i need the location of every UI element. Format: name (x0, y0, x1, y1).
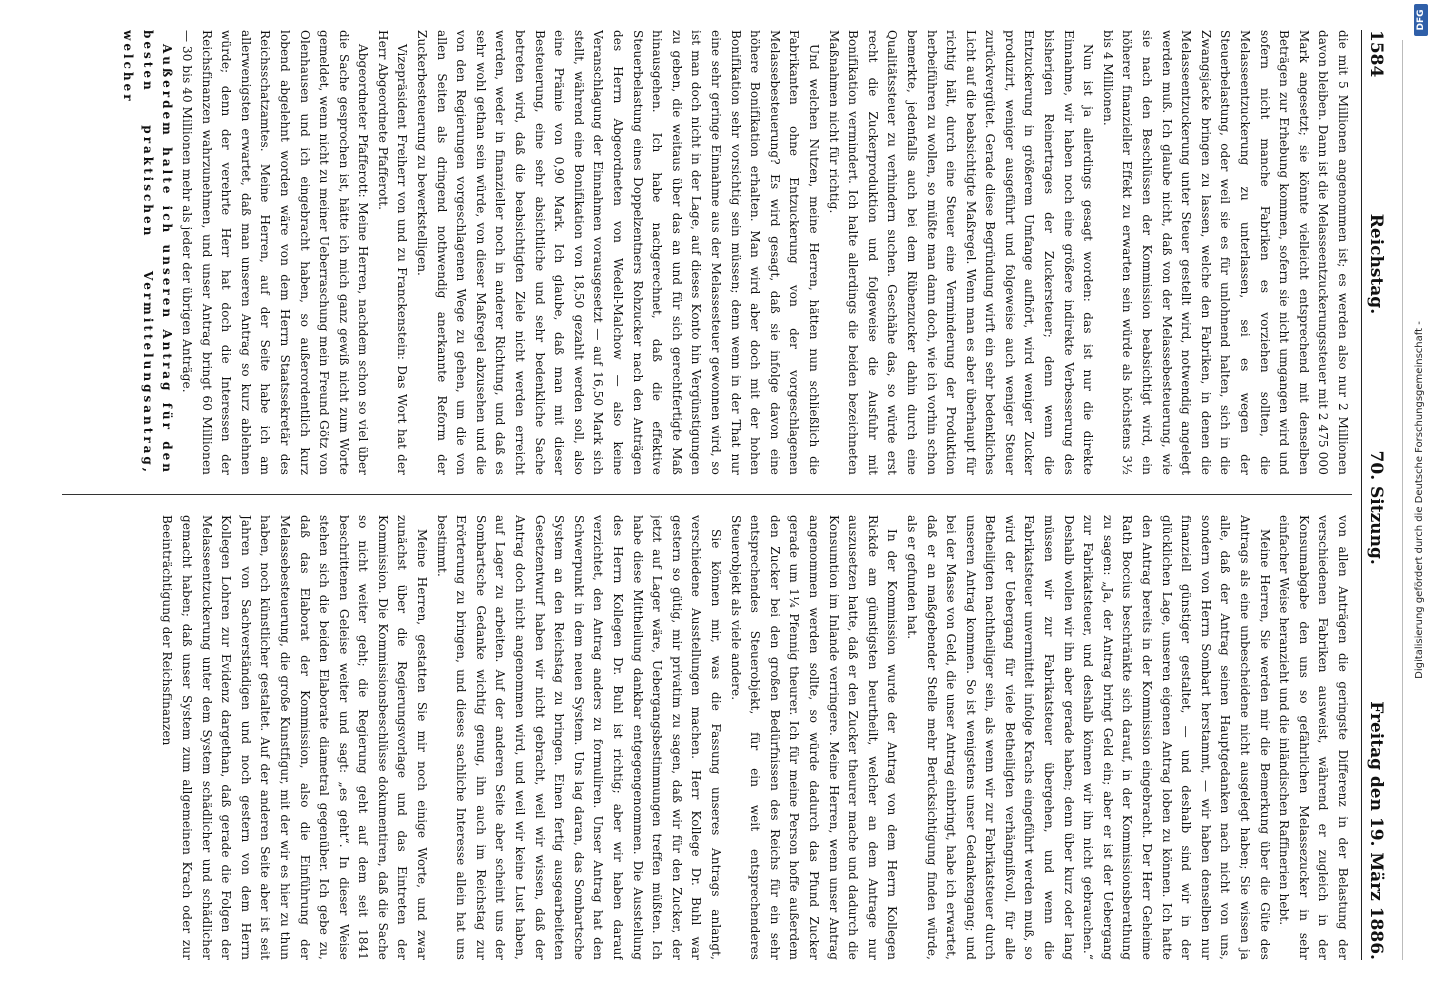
left-paragraph-speech: Abgeordneter Pfafferott: Meine Herren, nachdem schon so viel über die Sache gesprochen ist, hätte ich mich ganz gewiß nicht zum Worte gemeldet, wenn nicht zu meiner Ueberraschung mein Freund Götz von Olenhausen und ich eingebracht haben, so außerordentlich kurz lobend abgelehnt worden wäre von dem Herrn Staatssekretär des Reichsschatzamtes. Meine Herren, auf der Seite habe ich am allerwenigsten erwartet, daß man unseren Antrag so kurz ablehnen würde; denn der verehrte Herr hat doch die Interessen der Reichsfinanzen wahrzunehmen, und unser Antrag bringt 60 Millionen — 30 bis 40 Millionen mehr als jeder der übrigen Anträge. (179, 30, 371, 475)
column-divider (62, 494, 1352, 495)
left-paragraph-speaker-note: Vizepräsident Freiherr von und zu Franckenstein: Das Wort hat der Herr Abgeordnete Pfafferott. (375, 30, 410, 475)
left-paragraph: Und welchen Nutzen, meine Herren, hätten nun schließlich die Fabrikanten ohne Entzuckerung von der vorgeschlagenen Melassebesteuerung? Es wird gesagt, daß sie infolge davon eine höhere Bonifikation erhalten. Man wird aber doch mit der hohen Bonifikation sehr vorsichtig sein müssen; denn wenn in der That nur eine sehr geringe Einnahme aus der Melassesteuer gewonnen wird, so ist man doch nicht in der Lage, auf dieses Konto hin Vergünstigungen zu geben, die weitaus über das an und für sich gerechtfertigte Maß hinausgehen. Ich habe nachgerechnet, daß die effektive Steuerbelastung eines Doppelzentners Rohzucker nach den Anträgen des Herrn Abgeordneten von Wedell-Malchow — also keine Veranschlagung der Einnahmen vorausgesetzt — auf 16,50 Mark sich stellt, während eine Bonifikation von 18,50 gezahlt werden soll, also eine Prämie von 0,90 Mark. Ich glaube, daß man mit dieser Besteuerung, eine sehr absichtliche und sehr bedenkliche Sache betreten wird, daß die beabsichtigten Ziele nicht werden erreicht werden, weder in finanzieller noch in anderer Richtung, und daß es sehr wohl gethan sein würde, von dieser Maßregel abzusehen und die von den Regierungen vorgeschlagenen Wege zu gehen, um die von allen Seiten als dringend nothwendig anerkannte Reform der Zuckerbesteuerung zu bewerkstelligen. (415, 30, 821, 475)
publication-title: Reichstag. (1366, 213, 1386, 315)
digitization-note-text: Digitalisierung gefördert durch die Deutsche Forschungsgemeinschaft - (1414, 321, 1425, 679)
session-label: 70. Sitzung. (1366, 450, 1386, 565)
left-paragraph: die mit 5 Millionen angenommen ist; es werden also nur 2 Millionen davon bleiben. Dann ist die Melasseentzuckerungssteuer mit 2 475 000 Mark angesetzt; sie könnte vielleicht entsprechend mit denselben Beträgen zur Erhebung kommen, sofern sie nicht umgangen wird und sofern nicht manche Fabriken es vorziehen sollten, die Melasseentzuckerung zu unterlassen, sei es wegen der Steuerbelastung, oder weil sie es für unlohnend halten, sich in die Zwangsjacke bringen zu lassen, welche den Fabriken, in denen die Melasseentzuckerung unter Steuer gestellt wird, notwendig angelegt werden muß. Ich glaube nicht, daß von der Melassebesteuerung, wie sie nach den Beschlüssen der Kommission beabsichtigt wird, ein höherer finanzieller Effekt zu erwarten sein würde als höchstens 3½ bis 4 Millionen. (1100, 30, 1350, 475)
dfg-logo-text: DFG (1416, 9, 1426, 31)
dfg-logo (1414, 4, 1428, 36)
left-column (62, 30, 1352, 475)
right-paragraph: In der Kommission wurde der Antrag von dem Herrn Kollegen Rickde am günstigsten beurtheilt, welcher an dem Antrage nur auszusetzen hatte, daß er den Zucker theurer mache und dadurch die Konsumtion im Inlande verringere. Meine Herren, wenn unser Antrag angenommen werden sollte, so würde dadurch das Pfund Zucker gerade um 1¼ Pfennig theurer. Ich für meine Person hoffe außerdem den Zucker bei den großen Bedürfnissen des Reichs für ein sehr entsprechendes Steuerobjekt, für ein weit entsprechenderes Steuerobjekt als viele andere. (728, 515, 900, 960)
right-paragraph: Sie können mir, was die Fassung unseres Antrags anlangt, verschiedene Ausstellungen machen. Herr Kollege Dr. Buhl war gestern so gütig, mir privatim zu sagen, daß wir für den Zucker, der jetzt auf Lager wäre, Uebergangsbestimmungen treffen müßten. Ich habe diese Mittheilung dankbar entgegengenommen. Die Ausstellung des Herrn Kollegen Dr. Buhl ist richtig; aber wir haben darauf verzichtet, den Antrag anders zu formuliren. Unser Antrag hat den Schwerpunkt in dem neuen System. Uns lag daran, das Sombartsche System an den Reichstag zu bringen. Einen fertig ausgearbeiteten Gesetzentwurf haben wir nicht gebracht, weil wir wissen, daß der Antrag doch nicht angenommen wird, und weil wir keine Lust haben, auf Lager zu arbeiten. Auf der anderen Seite aber scheint uns der Sombartsche Gedanke wichtig genug, ihn auch im Reichstag zur Erörterung zu bringen, und dieses sachliche Interesse allein hat uns bestimmt. (434, 515, 723, 960)
page-body (52, 30, 1392, 960)
session-date: Freitag den 19. März 1886. (1366, 701, 1386, 960)
right-paragraph: Meine Herren, gestatten Sie mir noch einige Worte, und zwar zunächst über die Regierungsvorlage und das Eintreten der Kommission. Die Kommissionsbeschlüsse dokumentiren, daß die Sache so nicht weiter geht; die Regierung geht auf dem seit 1841 beschrittenen Geleise weiter und sagt: „es geht“. In dieser Weise stehen sich die beiden Elaborate diametral gegenüber. Ich gebe zu, daß das Elaborat der Kommission, also die Einführung der Melassebesteuerung, die große Kunstfigur, mit der wir es hier zu thun haben, noch künstlicher gestaltet. Auf der anderen Seite aber ist seit Jahren von Sachverständigen und noch gestern von dem Herrn Kollegen Lohren zur Evidenz dargethan, daß gerade die Folgen der Melasseentzuckerung unter dem System schädlicher und schädlicher gemacht haben; daß unser System zum allgemeinen Krach oder zur Beeinträchtigung der Reichsfinanzen (160, 515, 430, 960)
page-header (1361, 30, 1392, 960)
right-column (62, 515, 1352, 960)
scan-edge-line (1402, 40, 1403, 960)
digitization-note (1413, 40, 1427, 960)
right-paragraph: von allen Anträgen die geringste Differenz in der Belastung der verschiedenen Fabriken ausweist, während er zugleich in der Konsumabgabe den uns so gefährlichen Melassezucker in sehr einfacher Weise heranzieht und die inländischen Raffinerien hebt. (1277, 515, 1350, 960)
left-paragraph: Nun ist ja allerdings gesagt worden: das ist nur die direkte Einnahme, wir haben noch eine größere indirekte Verbesserung des bisherigen Reinertrages der Zuckersteuer; denn wenn die Entzuckerung in größerem Umfange aufhört, wird weniger Zucker produzirt, weniger ausgeführt und folgeweise auch weniger Steuer zurückvergütet. Gerade diese Begründung wirft ein sehr bedenkliches Licht auf die beabsichtigte Maßregel. Wenn man es aber überhaupt für richtig hält, durch eine Steuer eine Verminderung der Produktion herbeiführen zu wollen, so müßte man dann doch, wie ich vorhin schon bemerkte, jedenfalls auch bei dem Rübenzucker dahin durch eine Qualitätssteuer zu verhindern suchen. Geschähe das, so würde erst recht die Zuckerproduktion und folgeweise die Ausfuhr mit Bonifikation vermindert. Ich halte allerdings die beiden bezeichneten Maßnahmen nicht für richtig. (826, 30, 1096, 475)
left-paragraph-emphasis: Außerdem halte ich unseren Antrag für den besten praktischen Vermittelungsantrag, welcher (121, 30, 175, 475)
right-paragraph: Meine Herren, Sie werden mir die Bemerkung über die Güte des Antrags als eine unbescheidene nicht ausgelegt haben; Sie wissen ja alle, daß der Antrag seinen Hauptgedanken nach nicht von uns, sondern von Herrn Sombart herstammt, — wir haben denselben nur finanziell günstiger gestaltet, — und deshalb sind wir in der glücklichen Lage, unseren eigenen Antrag loben zu können. Ich hatte den Antrag bereits in der Kommission eingebracht. Der Herr Geheime Rath Boccius beschränkte sich darauf, in der Kommissionsberathung zu sagen: „Ja, der Antrag bringt Geld ein; aber er ist der Uebergang zur Fabrikatsteuer, und deshalb können wir ihn nicht gebrauchen.“ Deshalb wollen wir ihn aber gerade haben; denn über kurz oder lang müssen wir zur Fabrikatsteuer übergehen, und wenn die Fabrikatsteuer unvermittelt infolge Krachs eingeführt werden muß, so wird der Uebergang für viele Betheiligten verhängnißvoll, für alle Betheiligten nachtheiliger sein, als wenn wir zur Fabrikatsteuer durch unseren Antrag kommen. So ist wenigstens unser Gedankengang; und bei der Masse von Geld, die unser Antrag einbringt, habe ich erwartet, daß er an maßgebender Stelle mehr Berücksichtigung finden würde, als er gefunden hat. (904, 515, 1272, 960)
page-number: 1584 (1366, 30, 1386, 78)
